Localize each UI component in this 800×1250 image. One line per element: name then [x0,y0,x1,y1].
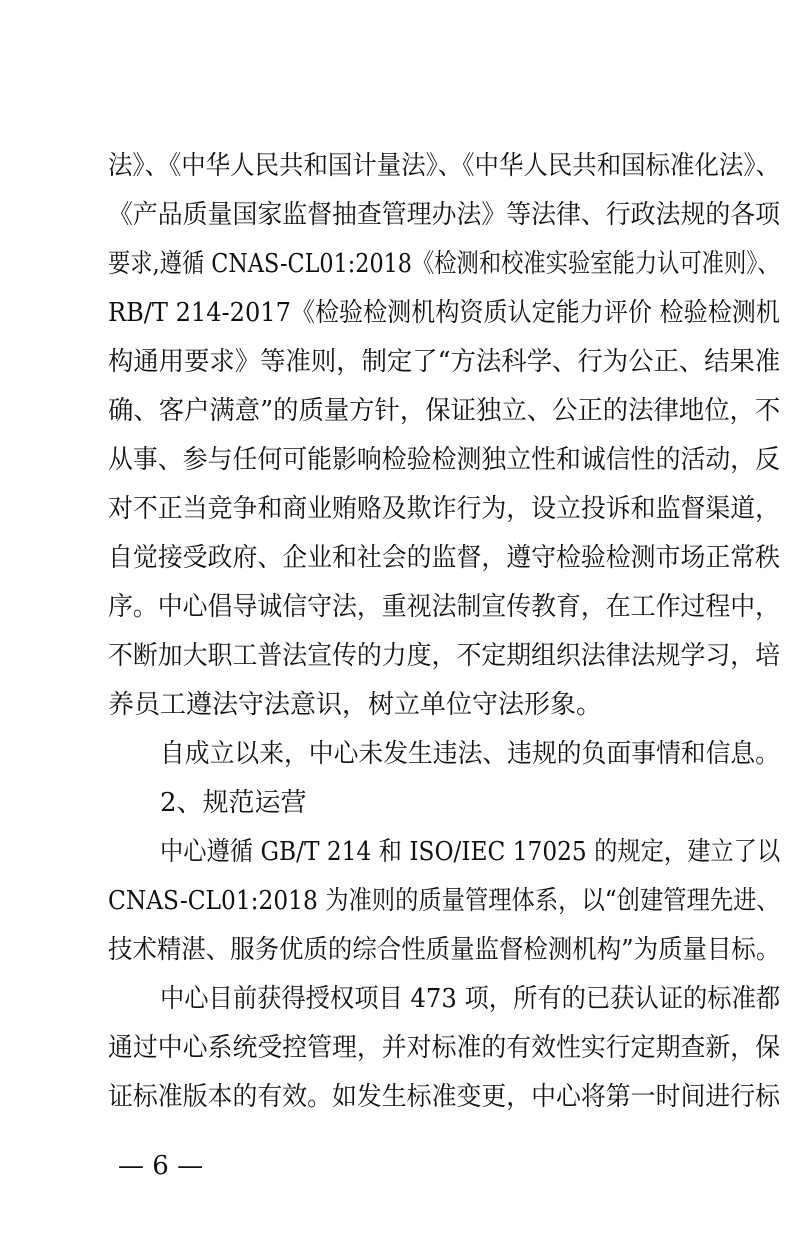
text-line: 自成立以来，中心未发生违法、违规的负面事情和信息。 [160,739,780,769]
text-line: 确、客户满意”的质量方针，保证独立、公正的法律地位，不 [108,396,781,426]
text-line: 法》、《中华人民共和国计量法》、《中华人民共和国标准化法》、 [108,151,781,181]
text-line: RB/T 214-2017《检验检测机构资质认定能力评价 检验检测机 [108,298,780,328]
text-line: 从事、参与任何可能影响检验检测独立性和诚信性的活动，反 [108,445,781,475]
text-line: 中心遵循 GB/T 214 和 ISO/IEC 17025 的规定，建立了以 [160,837,781,867]
text-line: 证标准版本的有效。如发生标准变更，中心将第一时间进行标 [108,1082,781,1112]
text-line: 序。中心倡导诚信守法，重视法制宣传教育，在工作过程中， [108,592,781,622]
text-line: 构通用要求》等准则，制定了“方法科学、行为公正、结果准 [108,347,781,377]
text-line: 中心目前获得授权项目 473 项，所有的已获认证的标准都 [160,984,781,1014]
page-number: — 6 — [118,1151,204,1181]
text-line: 通过中心系统受控管理，并对标准的有效性实行定期查新，保 [108,1033,781,1063]
text-line: 技术精湛、服务优质的综合性质量监督检测机构”为质量目标。 [108,935,781,965]
text-line: 对不正当竞争和商业贿赂及欺诈行为，设立投诉和监督渠道， [108,494,781,524]
text-line: 养员工遵法守法意识，树立单位守法形象。 [108,690,603,720]
section-heading: 2、规范运营 [160,788,307,818]
text-line: CNAS-CL01:2018 为准则的质量管理体系，以“创建管理先进、 [108,886,780,916]
text-line: 要求,遵循 CNAS-CL01:2018《检测和校准实验室能力认可准则》、 [108,249,780,279]
text-line: 不断加大职工普法宣传的力度，不定期组织法律法规学习，培 [108,641,781,671]
text-line: 《产品质量国家监督抽查管理办法》等法律、行政法规的各项 [108,200,781,230]
text-line: 自觉接受政府、企业和社会的监督，遵守检验检测市场正常秩 [108,543,781,573]
